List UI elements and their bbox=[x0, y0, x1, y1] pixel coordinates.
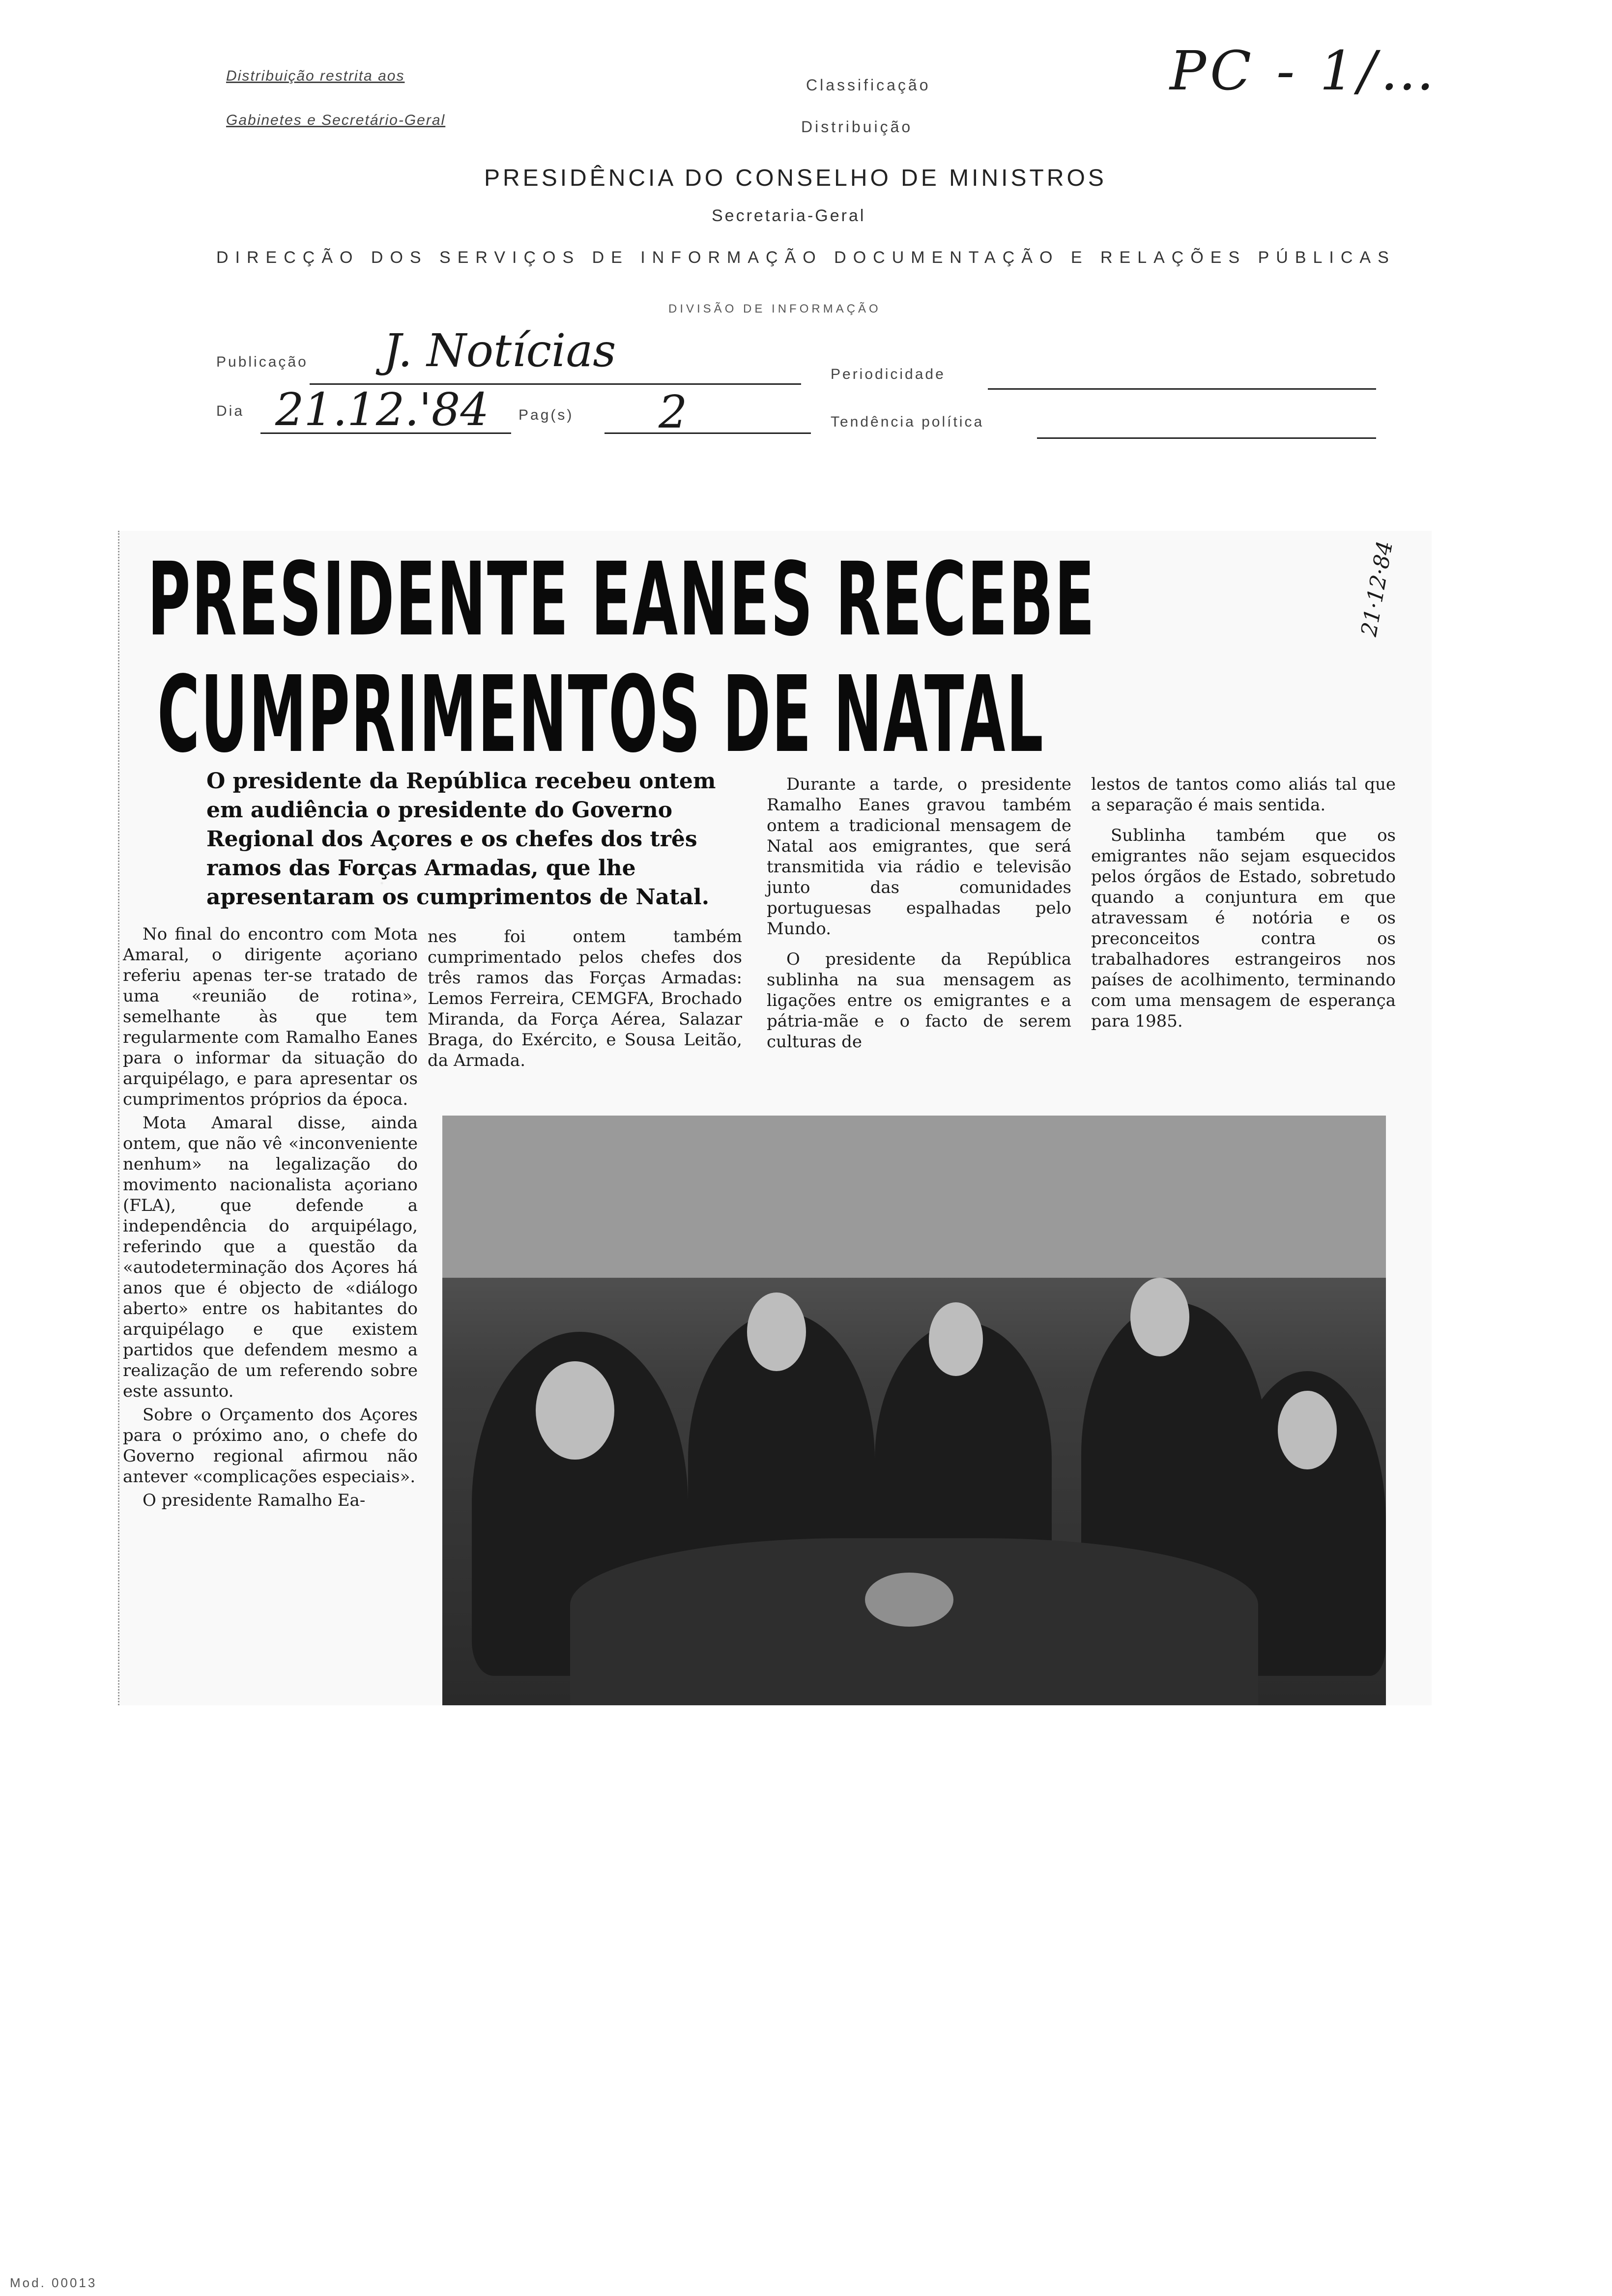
publication-value: J. Notícias bbox=[383, 324, 616, 377]
classification-label: Classificação bbox=[806, 76, 931, 94]
photo-wall bbox=[442, 1116, 1386, 1278]
pages-value: 2 bbox=[659, 386, 688, 438]
distribution-note-line1: Distribuição restrita aos bbox=[226, 68, 405, 84]
column-1-paragraph: No final do encontro com Mota Amaral, o dirigente açoriano referiu apenas ter-se tratado de uma «reunião de rotina», semelhante às que tem regularmente com Ramalho Eanes para o informar da situação do arquipélago, e para apresentar os cumprimentos próprios da época. bbox=[123, 924, 418, 1109]
photo-face bbox=[747, 1292, 806, 1371]
form-code: Mod. 00013 bbox=[10, 2275, 97, 2290]
day-value: 21.12.'84 bbox=[275, 383, 489, 436]
column-1-paragraph: O presidente Ramalho Ea- bbox=[143, 1491, 366, 1510]
handwritten-reference: PC - 1/… bbox=[1170, 39, 1439, 102]
pages-line bbox=[604, 432, 811, 434]
article-column-4 bbox=[1091, 774, 1396, 1034]
directorate-label: DIRECÇÃO DOS SERVIÇOS DE INFORMAÇÃO DOCUMENTAÇÃO E RELAÇÕES PÚBLICAS bbox=[216, 248, 1396, 267]
handwritten-margin-note: 21·12·84 bbox=[1356, 539, 1398, 638]
photo-face bbox=[929, 1302, 983, 1376]
column-1-paragraph: Mota Amaral disse, ainda ontem, que não vê «inconveniente nenhum» na legalização do movimento nacionalista açoriano (FLA), que defende a independência do arquipélago, referindo que a questão da «autodeterminação dos Açores há anos que é objecto de «diálogo aberto» entre os habitantes do arquipélago e que existem partidos que defendem mesmo a realização de um referendo sobre este assunto. bbox=[123, 1113, 418, 1401]
article-lead: O presidente da República recebeu ontem em audiência o presidente do Governo Regional dos Açores e os chefes dos três ramos das Forças Armadas, que lhe apresentaram os cumprimentos de Natal. bbox=[206, 769, 716, 910]
headline-line1: PRESIDENTE EANES RECEBE bbox=[147, 541, 1096, 659]
article-column-3 bbox=[767, 774, 1071, 1055]
division-label: DIVISÃO DE INFORMAÇÃO bbox=[668, 302, 881, 316]
column-1-paragraph: Sobre o Orçamento dos Açores para o próximo ano, o chefe do Governo regional afirmou não antever «complicações especiais». bbox=[123, 1405, 418, 1487]
headline-line2: CUMPRIMENTOS DE NATAL bbox=[157, 654, 1044, 776]
article-column-2 bbox=[428, 926, 742, 1074]
secretariat-label: Secretaria-Geral bbox=[712, 206, 866, 225]
column-4-paragraph: lestos de tantos como aliás tal que a separação é mais sentida. bbox=[1091, 775, 1396, 815]
column-4-paragraph: Sublinha também que os emigrantes não sejam esquecidos pelos órgãos de Estado, sobretudo quando a conjuntura em que atravessam é notória e os preconceitos contra os trabalhadores estrangeiros nos países de acolhimento, terminando com uma mensagem de esperança para 1985. bbox=[1091, 826, 1396, 1031]
photo-centrepiece bbox=[865, 1573, 953, 1627]
day-label: Dia bbox=[216, 403, 245, 419]
photo-face bbox=[1278, 1391, 1337, 1469]
tendency-line bbox=[1037, 437, 1376, 439]
distribution-note-line2: Gabinetes e Secretário-Geral bbox=[226, 112, 446, 128]
tendency-label: Tendência política bbox=[831, 414, 984, 430]
institution-title: PRESIDÊNCIA DO CONSELHO DE MINISTROS bbox=[484, 165, 1107, 191]
publication-label: Publicação bbox=[216, 354, 308, 370]
column-3-paragraph: O presidente da República sublinha na sua mensagem as ligações entre os emigrantes e a pátria-mãe e o facto de serem culturas de bbox=[767, 949, 1071, 1052]
periodicity-line bbox=[988, 388, 1376, 390]
photo-face bbox=[1130, 1278, 1189, 1356]
article-photo bbox=[442, 1116, 1386, 1705]
article-column-1 bbox=[123, 924, 418, 1514]
pages-label: Pag(s) bbox=[518, 407, 574, 423]
distribution-label: Distribuição bbox=[801, 118, 913, 136]
periodicity-label: Periodicidade bbox=[831, 366, 946, 382]
column-3-paragraph: Durante a tarde, o presidente Ramalho Eanes gravou também ontem a tradicional mensagem de Natal aos emigrantes, que será transmitida via rádio e televisão junto das comunidades portuguesas espalhadas pelo Mundo. bbox=[767, 775, 1071, 939]
photo-face bbox=[536, 1361, 614, 1460]
column-2-paragraph: nes foi ontem também cumprimentado pelos chefes dos três ramos das Forças Armadas: Lemos Ferreira, CEMGFA, Brochado Miranda, da Força Aérea, Salazar Braga, do Exército, e Sousa Leitão, da Armada. bbox=[428, 927, 742, 1070]
